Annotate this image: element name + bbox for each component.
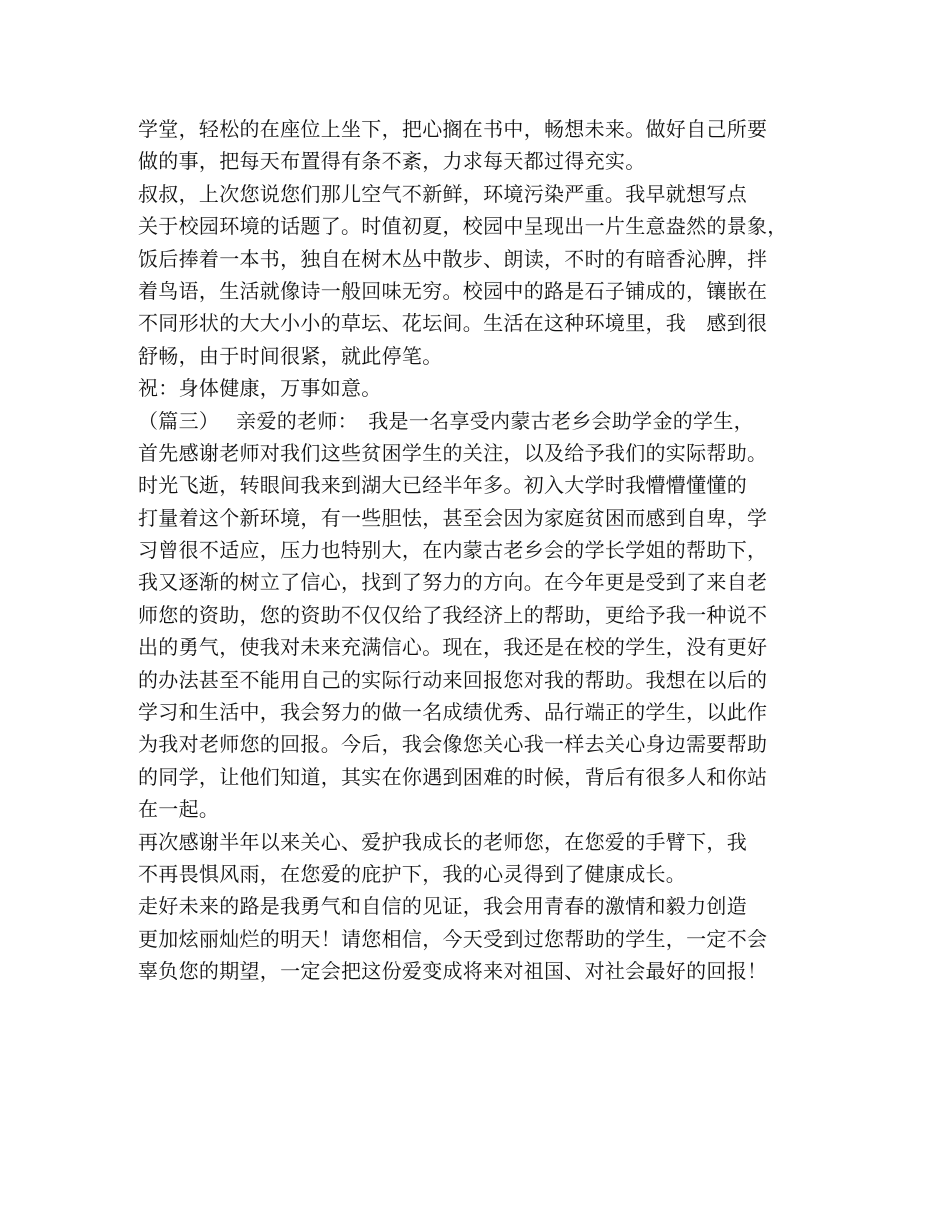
text-line: 学堂，轻松的在座位上坐下，把心搁在书中，畅想未来。做好自己所要 (138, 117, 768, 141)
text-line: 更加炫丽灿烂的明天！请您相信，今天受到过您帮助的学生，一定不会 (138, 926, 768, 951)
text-line: 关于校园环境的话题了。时值初夏，校园中呈现出一片生意盎然的景象， (138, 214, 788, 239)
document-body (138, 113, 838, 988)
text-line: 为我对老师您的回报。今后，我会像您关心我一样去关心身边需要帮助 (138, 732, 768, 757)
text-line: 不同形状的大大小小的草坛、花坛间。生活在这种环境里，我 感到很 (138, 311, 768, 336)
text-line: 学习和生活中，我会努力的做一名成绩优秀、品行端正的学生，以此作 (138, 700, 768, 725)
text-line: 打量着这个新环境，有一些胆怯，甚至会因为家庭贫困而感到自卑，学 (138, 505, 768, 530)
text-line: 舒畅，由于时间很紧，就此停笔。 (138, 343, 443, 368)
text-line: （篇三） 亲爱的老师： 我是一名享受内蒙古老乡会助学金的学生， (138, 408, 754, 433)
text-line: 的办法甚至不能用自己的实际行动来回报您对我的帮助。我想在以后的 (138, 667, 768, 692)
text-line: 饭后捧着一本书，独自在树木丛中散步、朗读，不时的有暗香沁脾，拌 (138, 246, 768, 271)
text-line: 师您的资助，您的资助不仅仅给了我经济上的帮助，更给予我一种说不 (138, 602, 768, 627)
text-line: 做的事，把每天布置得有条不紊，力求每天都过得充实。 (138, 149, 646, 174)
text-line: 辜负您的期望，一定会把这份爱变成将来对祖国、对社会最好的回报！ (138, 959, 768, 984)
text-line: 我又逐渐的树立了信心，找到了努力的方向。在今年更是受到了来自老 (138, 570, 768, 595)
text-line: 习曾很不适应，压力也特别大，在内蒙古老乡会的学长学姐的帮助下， (138, 538, 768, 563)
text-line: 叔叔，上次您说您们那儿空气不新鲜，环境污染严重。我早就想写点 (138, 181, 747, 206)
text-line: 不再畏惧风雨，在您爱的庇护下，我的心灵得到了健康成长。 (138, 861, 687, 886)
text-line: 首先感谢老师对我们这些贫困学生的关注，以及给予我们的实际帮助。 (138, 440, 768, 465)
text-line: 时光飞逝，转眼间我来到湖大已经半年多。初入大学时我懵懵懂懂的 (138, 473, 747, 498)
text-line: 再次感谢半年以来关心、爱护我成长的老师您，在您爱的手臂下，我 (138, 829, 747, 854)
text-line: 走好未来的路是我勇气和自信的见证，我会用青春的激情和毅力创造 (138, 894, 747, 919)
text-line: 出的勇气，使我对未来充满信心。现在，我还是在校的学生，没有更好 (138, 635, 768, 660)
text-line: 祝：身体健康，万事如意。 (138, 376, 382, 401)
text-line: 的同学，让他们知道，其实在你遇到困难的时候，背后有很多人和你站 (138, 764, 768, 789)
text-line: 着鸟语，生活就像诗一般回味无穷。校园中的路是石子铺成的，镶嵌在 (138, 278, 768, 303)
text-line: 在一起。 (138, 797, 220, 822)
